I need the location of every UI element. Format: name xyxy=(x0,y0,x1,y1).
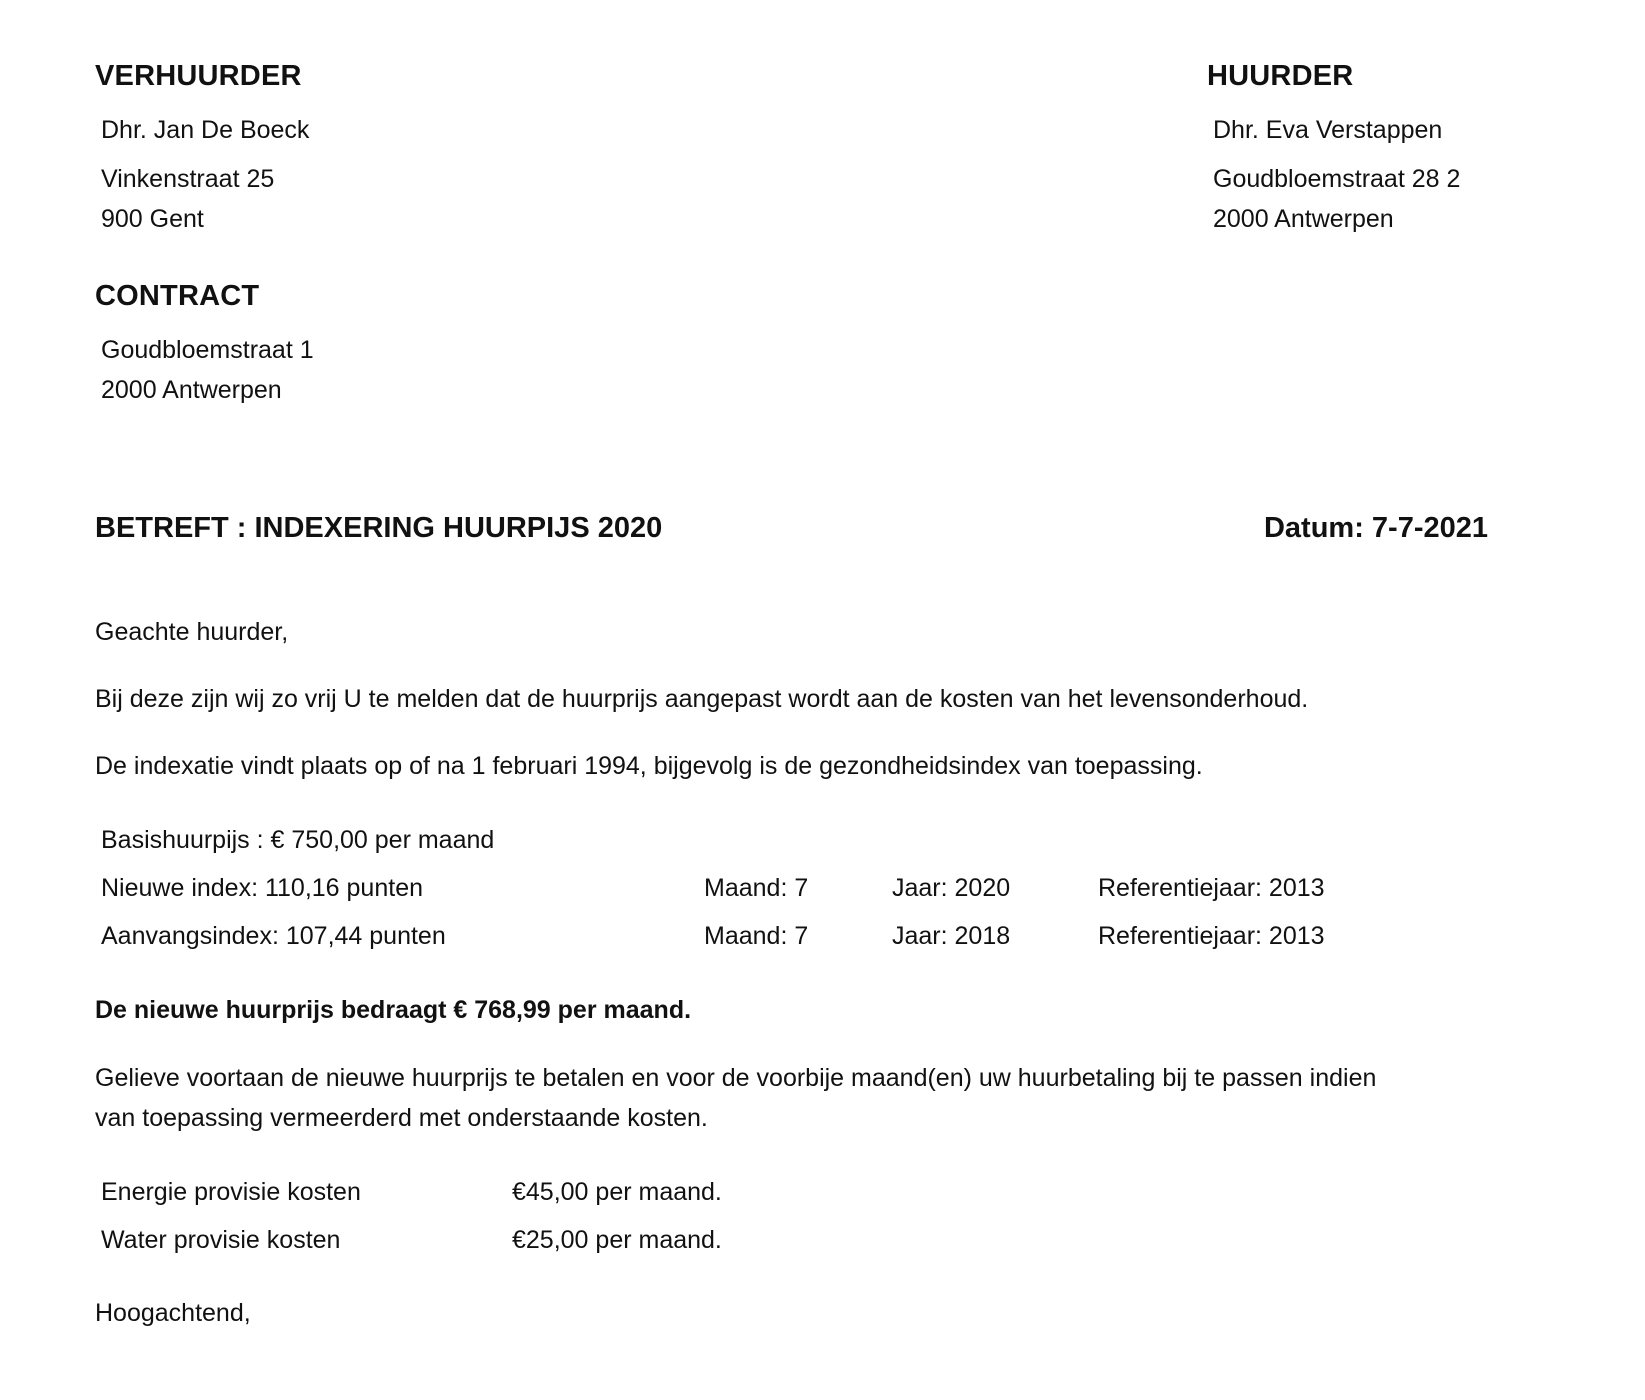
paragraph-index-type: De indexatie vindt plaats op of na 1 februari 1994, bijgevolg is de gezondheidsindex van toepassing. xyxy=(95,752,1203,780)
paragraph-payment-line-2: van toepassing vermeerderd met onderstaande kosten. xyxy=(95,1104,708,1132)
paragraph-intro: Bij deze zijn wij zo vrij U te melden dat de huurprijs aangepast wordt aan de kosten van het levensonderhoud. xyxy=(95,685,1309,713)
letter-date: Datum: 7-7-2021 xyxy=(1263,512,1488,544)
tenant-heading: HUURDER xyxy=(1207,60,1354,92)
subject-line: BETREFT : INDEXERING HUURPIJS 2020 xyxy=(95,512,663,544)
landlord-street: Vinkenstraat 25 xyxy=(101,165,275,193)
start-index-label: Aanvangsindex: 107,44 punten xyxy=(101,922,446,950)
landlord-name: Dhr. Jan De Boeck xyxy=(101,116,310,144)
landlord-heading: VERHUURDER xyxy=(95,60,302,92)
new-index-label: Nieuwe index: 110,16 punten xyxy=(101,874,423,902)
contract-city: 2000 Antwerpen xyxy=(101,376,282,404)
tenant-name: Dhr. Eva Verstappen xyxy=(1213,116,1443,144)
salutation: Geachte huurder, xyxy=(95,618,289,646)
tenant-city: 2000 Antwerpen xyxy=(1213,205,1394,233)
water-cost-amount: €25,00 per maand. xyxy=(512,1226,722,1254)
new-rent-statement: De nieuwe huurprijs bedraagt € 768,99 per maand. xyxy=(95,996,692,1024)
start-index-reference-year: Referentiejaar: 2013 xyxy=(1098,922,1325,950)
landlord-city: 900 Gent xyxy=(101,205,204,233)
water-cost-label: Water provisie kosten xyxy=(101,1226,341,1254)
energy-cost-label: Energie provisie kosten xyxy=(101,1178,361,1206)
tenant-street: Goudbloemstraat 28 2 xyxy=(1213,165,1461,193)
start-index-year: Jaar: 2018 xyxy=(892,922,1011,950)
closing: Hoogachtend, xyxy=(95,1299,251,1327)
contract-heading: CONTRACT xyxy=(95,280,260,312)
base-rent: Basishuurpijs : € 750,00 per maand xyxy=(101,826,495,854)
new-index-month: Maand: 7 xyxy=(704,874,809,902)
energy-cost-amount: €45,00 per maand. xyxy=(512,1178,722,1206)
start-index-month: Maand: 7 xyxy=(704,922,809,950)
new-index-reference-year: Referentiejaar: 2013 xyxy=(1098,874,1325,902)
contract-street: Goudbloemstraat 1 xyxy=(101,336,314,364)
paragraph-payment-line-1: Gelieve voortaan de nieuwe huurprijs te betalen en voor de voorbije maand(en) uw huurbetaling bij te passen indien xyxy=(95,1064,1377,1092)
new-index-year: Jaar: 2020 xyxy=(892,874,1011,902)
